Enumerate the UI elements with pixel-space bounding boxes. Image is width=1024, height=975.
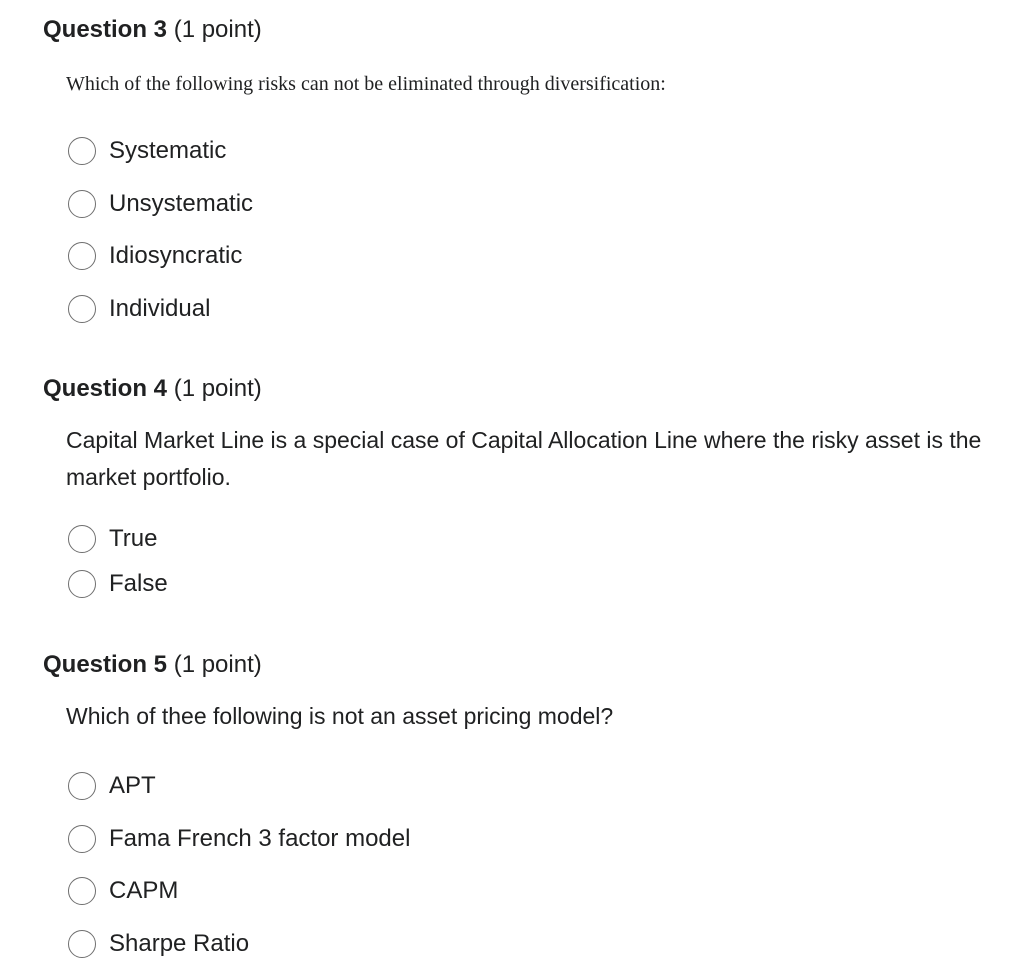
question-text: Which of the following risks can not be eliminated through diversification: xyxy=(66,73,666,95)
answer-option[interactable] xyxy=(68,568,168,600)
answer-option[interactable] xyxy=(68,188,253,220)
option-label: APT xyxy=(109,772,156,799)
radio-button[interactable] xyxy=(68,772,96,800)
question-text: Capital Market Line is a special case of Capital Allocation Line where the risky asset is the market portfolio. xyxy=(66,427,982,490)
answer-option[interactable] xyxy=(68,823,410,855)
question-title xyxy=(43,374,262,404)
question-points: (1 point) xyxy=(173,375,262,402)
answer-option[interactable] xyxy=(68,770,156,802)
question-number: Question 5 xyxy=(43,651,168,678)
radio-button[interactable] xyxy=(68,930,96,958)
radio-button[interactable] xyxy=(68,877,96,905)
radio-button[interactable] xyxy=(68,825,96,853)
option-label: True xyxy=(109,525,158,552)
answer-option[interactable] xyxy=(68,523,157,555)
radio-button[interactable] xyxy=(68,190,96,218)
option-label: Individual xyxy=(109,295,211,322)
question-text: Which of thee following is not an asset pricing model? xyxy=(66,703,614,729)
question-points: (1 point) xyxy=(173,16,262,43)
option-label: Unsystematic xyxy=(109,190,254,217)
option-label: Sharpe Ratio xyxy=(109,930,250,957)
question-points: (1 point) xyxy=(173,651,262,678)
question-number: Question 4 xyxy=(43,375,168,402)
radio-button[interactable] xyxy=(68,295,96,323)
question-title xyxy=(43,15,262,45)
answer-option[interactable] xyxy=(68,875,178,907)
option-label: Idiosyncratic xyxy=(109,242,243,269)
option-label: Systematic xyxy=(109,137,227,164)
answer-option[interactable] xyxy=(68,135,226,167)
answer-option[interactable] xyxy=(68,293,210,325)
radio-button[interactable] xyxy=(68,525,96,553)
radio-button[interactable] xyxy=(68,137,96,165)
radio-button[interactable] xyxy=(68,242,96,270)
question-title xyxy=(43,650,262,680)
option-label: Fama French 3 factor model xyxy=(109,825,411,852)
radio-button[interactable] xyxy=(68,570,96,598)
answer-option[interactable] xyxy=(68,240,242,272)
question-number: Question 3 xyxy=(43,16,168,43)
answer-option[interactable] xyxy=(68,928,249,960)
option-label: False xyxy=(109,570,168,597)
option-label: CAPM xyxy=(109,877,179,904)
